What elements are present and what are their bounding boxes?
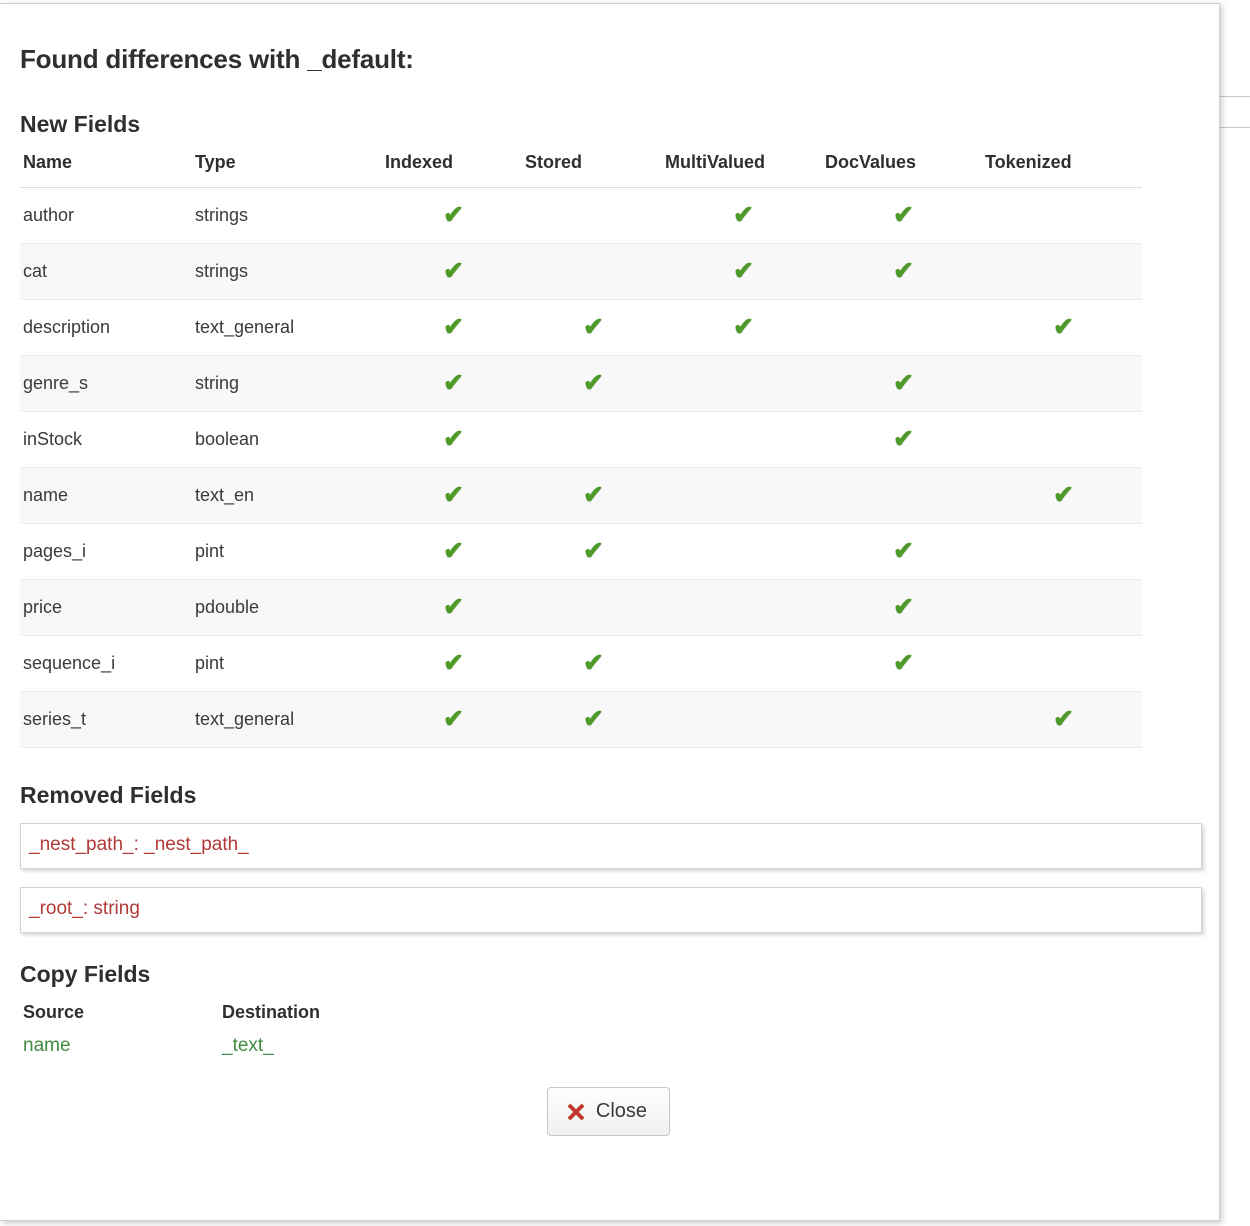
cell-multivalued (662, 524, 822, 580)
cell-field-type: pint (192, 524, 382, 580)
cell-tokenized (982, 636, 1142, 692)
cell-indexed (382, 188, 522, 244)
cell-indexed (382, 580, 522, 636)
check-icon: ✔ (1053, 704, 1074, 733)
dialog-title: Found differences with _default: (20, 44, 414, 74)
cell-docvalues (822, 636, 982, 692)
cell-stored (522, 188, 662, 244)
check-icon: ✔ (443, 536, 464, 565)
new-fields-heading: New Fields (20, 111, 141, 137)
cell-field-type: boolean (192, 412, 382, 468)
check-icon: ✔ (1053, 312, 1074, 341)
cell-multivalued (662, 468, 822, 524)
copy-fields-table (20, 1002, 320, 1061)
cell-field-type: text_general (192, 692, 382, 748)
column-header-multivalued: MultiValued (662, 152, 822, 188)
removed-field-item: _root_: string (20, 887, 1202, 933)
cell-tokenized (982, 244, 1142, 300)
close-button[interactable] (547, 1087, 670, 1136)
cell-multivalued (662, 412, 822, 468)
removed-field-item: _nest_path_: _nest_path_ (20, 823, 1202, 869)
check-icon: ✔ (443, 256, 464, 285)
cell-field-type: pdouble (192, 580, 382, 636)
cell-field-name: inStock (20, 412, 192, 468)
table-row (20, 300, 1142, 356)
check-icon: ✔ (733, 256, 754, 285)
cell-stored (522, 300, 662, 356)
cell-field-name: series_t (20, 692, 192, 748)
removed-fields-list (20, 823, 1197, 933)
table-row (20, 580, 1142, 636)
column-header-tokenized: Tokenized (982, 152, 1142, 188)
schema-differences-dialog (0, 3, 1220, 1221)
check-icon: ✔ (893, 256, 914, 285)
table-row (20, 524, 1142, 580)
cell-indexed (382, 356, 522, 412)
cell-tokenized (982, 580, 1142, 636)
cell-field-name: description (20, 300, 192, 356)
cell-tokenized (982, 356, 1142, 412)
cell-docvalues (822, 692, 982, 748)
close-button-label: Close (595, 1100, 648, 1122)
check-icon: ✔ (443, 592, 464, 621)
cell-field-name: pages_i (20, 524, 192, 580)
check-icon: ✔ (583, 312, 604, 341)
copy-fields-header-row (20, 1002, 320, 1031)
cell-multivalued (662, 692, 822, 748)
cell-stored (522, 692, 662, 748)
cell-tokenized (982, 412, 1142, 468)
cell-field-name: author (20, 188, 192, 244)
cell-indexed (382, 692, 522, 748)
cell-tokenized (982, 300, 1142, 356)
check-icon: ✔ (443, 312, 464, 341)
check-icon: ✔ (443, 368, 464, 397)
cell-copy-source: name (23, 1035, 71, 1056)
cell-multivalued (662, 188, 822, 244)
cell-indexed (382, 636, 522, 692)
check-icon: ✔ (583, 648, 604, 677)
cell-docvalues (822, 356, 982, 412)
cell-field-type: text_general (192, 300, 382, 356)
check-icon: ✔ (443, 200, 464, 229)
check-icon: ✔ (893, 648, 914, 677)
table-row (20, 356, 1142, 412)
cell-field-name: price (20, 580, 192, 636)
check-icon: ✔ (583, 536, 604, 565)
check-icon: ✔ (443, 424, 464, 453)
table-row (20, 188, 1142, 244)
column-header-name: Name (20, 152, 192, 188)
table-row (20, 244, 1142, 300)
table-row (20, 692, 1142, 748)
table-row (20, 412, 1142, 468)
cell-tokenized (982, 188, 1142, 244)
check-icon: ✔ (1053, 480, 1074, 509)
table-row (20, 636, 1142, 692)
cell-stored (522, 244, 662, 300)
cell-docvalues (822, 188, 982, 244)
cell-docvalues (822, 412, 982, 468)
column-header-docvalues: DocValues (822, 152, 982, 188)
cell-stored (522, 412, 662, 468)
cell-docvalues (822, 244, 982, 300)
check-icon: ✔ (583, 480, 604, 509)
check-icon: ✔ (733, 200, 754, 229)
cell-tokenized (982, 524, 1142, 580)
cell-docvalues (822, 300, 982, 356)
cell-docvalues (822, 524, 982, 580)
check-icon: ✔ (893, 200, 914, 229)
cell-field-name: genre_s (20, 356, 192, 412)
dialog-footer (20, 1087, 1197, 1162)
cell-tokenized (982, 468, 1142, 524)
cell-field-name: sequence_i (20, 636, 192, 692)
new-fields-table (20, 152, 1142, 748)
cell-stored (522, 524, 662, 580)
cell-field-type: strings (192, 244, 382, 300)
cell-field-type: text_en (192, 468, 382, 524)
check-icon: ✔ (893, 368, 914, 397)
cell-multivalued (662, 356, 822, 412)
cell-indexed (382, 300, 522, 356)
cell-field-type: string (192, 356, 382, 412)
table-row (20, 1031, 320, 1061)
close-icon (566, 1102, 586, 1122)
cell-field-name: name (20, 468, 192, 524)
check-icon: ✔ (893, 424, 914, 453)
column-header-stored: Stored (522, 152, 662, 188)
cell-multivalued (662, 244, 822, 300)
check-icon: ✔ (893, 592, 914, 621)
cell-indexed (382, 244, 522, 300)
cell-multivalued (662, 580, 822, 636)
cell-tokenized (982, 692, 1142, 748)
column-header-type: Type (192, 152, 382, 188)
new-fields-header-row (20, 152, 1142, 188)
cell-stored (522, 468, 662, 524)
check-icon: ✔ (733, 312, 754, 341)
check-icon: ✔ (583, 368, 604, 397)
copy-fields-heading: Copy Fields (20, 961, 151, 987)
cell-field-type: pint (192, 636, 382, 692)
check-icon: ✔ (583, 704, 604, 733)
table-row (20, 468, 1142, 524)
cell-stored (522, 580, 662, 636)
check-icon: ✔ (443, 480, 464, 509)
column-header-destination: Destination (222, 1002, 321, 1022)
cell-field-name: cat (20, 244, 192, 300)
cell-docvalues (822, 580, 982, 636)
check-icon: ✔ (443, 704, 464, 733)
dialog-body (0, 4, 1219, 1162)
removed-fields-heading: Removed Fields (20, 782, 197, 808)
cell-stored (522, 636, 662, 692)
cell-docvalues (822, 468, 982, 524)
cell-multivalued (662, 300, 822, 356)
check-icon: ✔ (893, 536, 914, 565)
cell-stored (522, 356, 662, 412)
cell-indexed (382, 412, 522, 468)
column-header-source: Source (23, 1002, 85, 1022)
column-header-indexed: Indexed (382, 152, 522, 188)
cell-multivalued (662, 636, 822, 692)
cell-copy-destination: _text_ (222, 1035, 274, 1056)
cell-field-type: strings (192, 188, 382, 244)
check-icon: ✔ (443, 648, 464, 677)
cell-indexed (382, 468, 522, 524)
cell-indexed (382, 524, 522, 580)
